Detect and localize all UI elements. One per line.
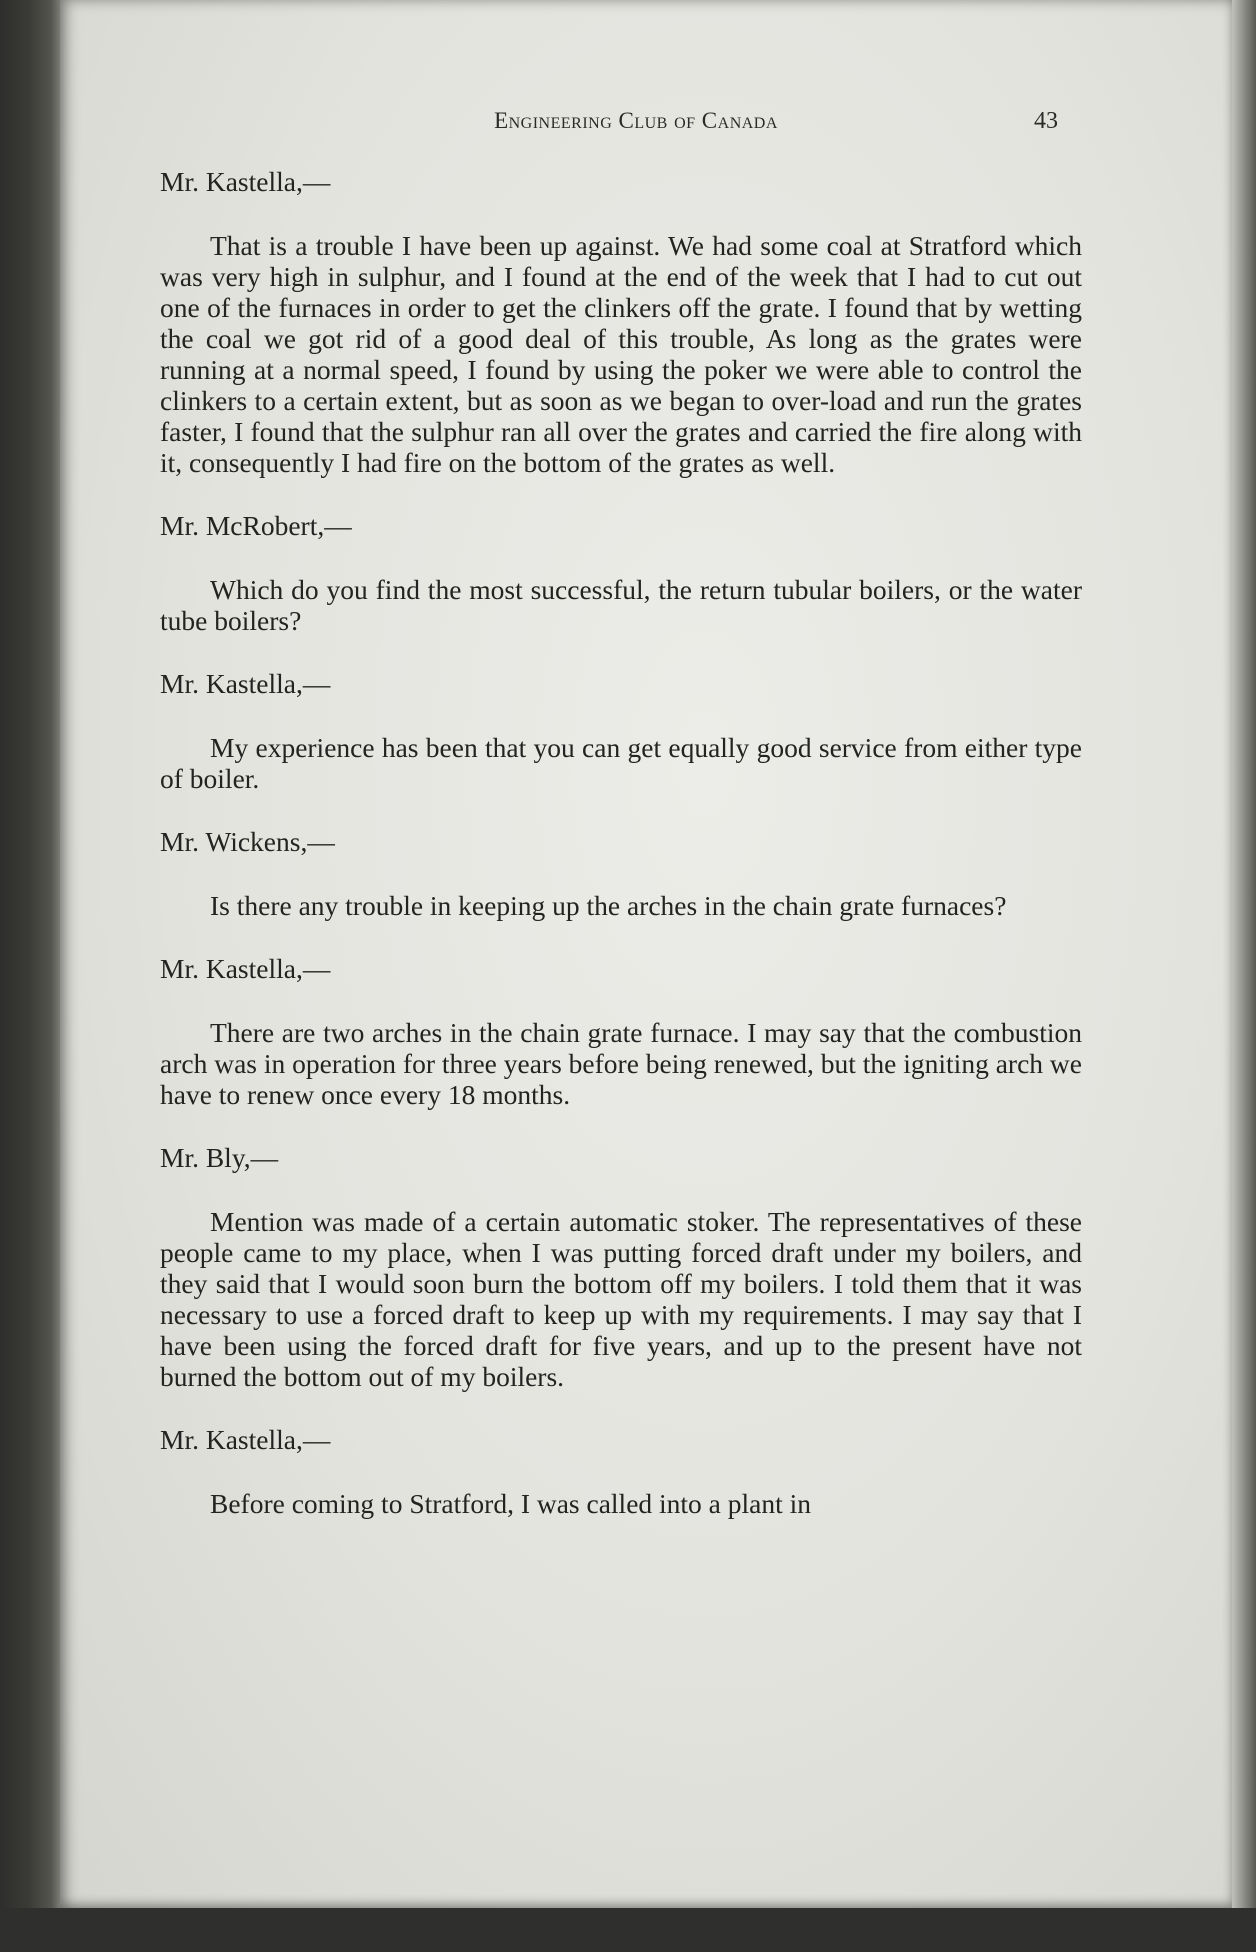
speech-paragraph: Mention was made of a certain automatic stoker. The representatives of these people came to my place, when I was putting forced draft under my boilers, and they said that I would soon burn the bottom off my boilers. I told them that it was necessary to use a forced draft to keep up with my requirements. I may say that I have been using the forced draft for five years, and up to the present have not burned the bottom out of my boilers. — [160, 1206, 1082, 1392]
book-page — [60, 0, 1232, 1910]
running-title: Engineering Club of Canada — [494, 108, 778, 133]
speaker-label: Mr. Kastella,— — [160, 1424, 331, 1455]
book-binding-shadow — [0, 0, 64, 1952]
speaker-label: Mr. Kastella,— — [160, 668, 331, 699]
scan-edge-right — [1230, 0, 1256, 1952]
speech-paragraph: Before coming to Stratford, I was called into a plant in — [210, 1488, 812, 1519]
speaker-label: Mr. McRobert,— — [160, 510, 352, 541]
speech-paragraph: Which do you find the most successful, the return tubular boilers, or the water tube boilers? — [160, 574, 1082, 636]
speaker-label: Mr. Kastella,— — [160, 166, 331, 197]
scan-edge-bottom — [0, 1908, 1256, 1952]
speaker-label: Mr. Kastella,— — [160, 953, 331, 984]
speech-paragraph: My experience has been that you can get equally good service from either type of boiler. — [160, 732, 1082, 794]
speaker-label: Mr. Wickens,— — [160, 826, 335, 857]
page-body — [160, 166, 1082, 1551]
page-number: 43 — [1034, 108, 1058, 134]
speaker-label: Mr. Bly,— — [160, 1142, 279, 1173]
speech-paragraph: There are two arches in the chain grate furnace. I may say that the combustion arch was in operation for three years before being renewed, but the igniting arch we have to renew once every 18 months. — [160, 1017, 1082, 1110]
speech-paragraph: Is there any trouble in keeping up the arches in the chain grate furnaces? — [210, 890, 1007, 921]
speech-paragraph: That is a trouble I have been up against. We had some coal at Stratford which was very high in sulphur, and I found at the end of the week that I had to cut out one of the furnaces in order to get the clinkers off the grate. I found that by wetting the coal we got rid of a good deal of this trouble, As long as the grates were running at a normal speed, I found by using the poker we were able to control the clinkers to a certain extent, but as soon as we began to over-load and run the grates faster, I found that the sulphur ran all over the grates and carried the fire along with it, consequently I had fire on the bottom of the grates as well. — [160, 230, 1082, 478]
